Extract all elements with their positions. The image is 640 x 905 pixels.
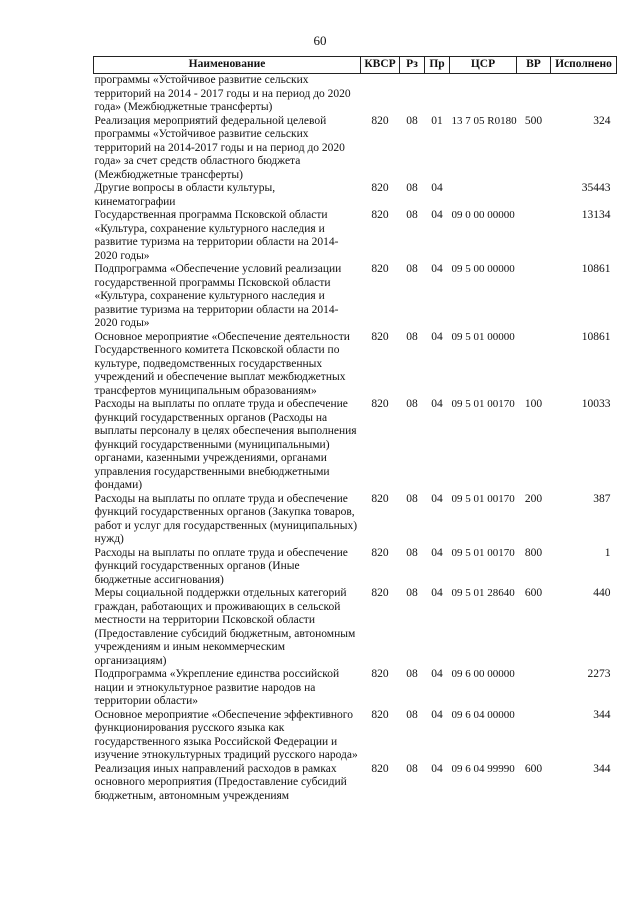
table-row <box>94 493 617 547</box>
cell-pr: 04 <box>431 492 443 505</box>
cell-pr: 04 <box>431 762 443 775</box>
cell-kvsr: 820 <box>371 209 389 221</box>
cell-name: Реализация иных направлений расходов в рамках основного мероприятия (Предоставление субсидий бюджетным, автономным учреждениям <box>94 762 347 802</box>
table-row <box>94 547 617 588</box>
cell-kvsr: 820 <box>371 762 389 775</box>
cell-name: Основное мероприятие «Обеспечение деятельности Государственного комитета Псковской области по культуре, подведомственных государственных учреждений и обеспечение выплат межбюджетных трансфертов муниципальным образованиям» <box>94 330 350 397</box>
cell-pr: 04 <box>431 398 443 410</box>
cell-vr <box>517 331 551 399</box>
cell-ispolneno: 1 <box>604 546 611 559</box>
cell-csr: 09 5 01 00170 <box>451 398 515 410</box>
cell-pr: 04 <box>431 209 443 221</box>
cell-vr: 500 <box>524 114 543 127</box>
table-row <box>94 331 617 399</box>
cell-rz <box>400 74 425 115</box>
cell-rz: 08 <box>406 182 418 194</box>
cell-vr: 600 <box>524 587 543 599</box>
cell-ispolneno: 344 <box>593 708 611 721</box>
cell-kvsr: 820 <box>371 330 389 343</box>
cell-pr: 04 <box>431 330 443 343</box>
cell-rz: 08 <box>406 708 418 721</box>
cell-name: Подпрограмма «Обеспечение условий реализации государственной программы Псковской области «Культура, сохранение культурного наследия и развитие туризма на территории области на 2014-2020 годы» <box>94 263 342 329</box>
cell-pr: 04 <box>431 182 443 194</box>
budget-table <box>93 56 617 803</box>
cell-vr <box>517 74 551 115</box>
cell-ispolneno: 387 <box>593 492 611 505</box>
cell-kvsr: 820 <box>371 398 389 410</box>
cell-kvsr: 820 <box>371 114 389 127</box>
page-number: 60 <box>313 33 327 48</box>
cell-pr: 01 <box>431 114 443 127</box>
cell-rz: 08 <box>406 263 418 275</box>
header-pr: Пр <box>425 57 450 74</box>
cell-vr: 600 <box>524 762 543 775</box>
table-row <box>94 74 617 115</box>
cell-csr: 09 5 01 00170 <box>451 492 515 505</box>
cell-ispolneno: 10033 <box>581 398 611 410</box>
table-row <box>94 115 617 183</box>
cell-ispolneno: 440 <box>593 587 611 599</box>
cell-kvsr: 820 <box>371 668 389 680</box>
cell-csr: 09 5 01 28640 <box>451 587 515 599</box>
header-rz: Рз <box>400 57 425 74</box>
cell-name: Расходы на выплаты по оплате труда и обеспечение функций государственных органов (Иные бюджетные ассигнования) <box>94 546 348 586</box>
cell-kvsr: 820 <box>371 492 389 505</box>
cell-rz: 08 <box>406 114 418 127</box>
header-vr: ВР <box>517 57 551 74</box>
cell-name: Подпрограмма «Укрепление единства российской нации и этнокультурное развитие народов на территории области» <box>94 668 340 707</box>
cell-name: Государственная программа Псковской области «Культура, сохранение культурного наследия и развитие туризма на территории области на 2014-2020 годы» <box>94 209 339 262</box>
cell-vr: 100 <box>524 398 543 410</box>
cell-name: программы «Устойчивое развитие сельских территорий на 2014 - 2017 годы и на период до 2020 года» (Межбюджетные трансферты) <box>94 74 351 113</box>
cell-rz: 08 <box>406 209 418 221</box>
cell-vr <box>517 263 551 331</box>
table-row <box>94 668 617 709</box>
cell-ispolneno: 2273 <box>587 668 611 680</box>
cell-ispolneno <box>551 74 617 115</box>
cell-rz: 08 <box>406 492 418 505</box>
table-row <box>94 398 617 493</box>
table-body <box>94 74 617 804</box>
cell-csr <box>450 74 517 115</box>
cell-ispolneno: 10861 <box>581 263 611 275</box>
cell-name: Расходы на выплаты по оплате труда и обеспечение функций государственных органов (Закупка товаров, работ и услуг для государственных (муниципальных) нужд) <box>94 492 358 545</box>
cell-vr <box>517 209 551 263</box>
cell-ispolneno: 344 <box>593 762 611 775</box>
cell-csr: 09 6 04 99990 <box>451 762 515 775</box>
cell-rz: 08 <box>406 546 418 559</box>
cell-pr: 04 <box>431 668 443 680</box>
cell-csr: 09 5 01 00170 <box>451 546 515 559</box>
cell-rz: 08 <box>406 398 418 410</box>
cell-name: Другие вопросы в области культуры, кинематографии <box>94 182 276 208</box>
header-ispolneno: Исполнено <box>551 57 617 74</box>
cell-rz: 08 <box>406 587 418 599</box>
cell-vr <box>517 182 551 209</box>
cell-csr <box>450 182 517 209</box>
table-row <box>94 763 617 804</box>
cell-vr <box>517 668 551 709</box>
table-row <box>94 263 617 331</box>
table-row <box>94 209 617 263</box>
cell-pr: 04 <box>431 263 443 275</box>
table-row <box>94 709 617 763</box>
header-name: Наименование <box>94 57 361 74</box>
cell-name: Основное мероприятие «Обеспечение эффективного функционирования русского языка как государственного языка Российской Федерации и изучение этнокультурных традиций русского народа» <box>94 708 358 761</box>
cell-name: Расходы на выплаты по оплате труда и обеспечение функций государственных органов (Расходы на выплаты персоналу в целях обеспечения выполнения функций государственными (муниципальными) органами, казенными учреждениями, органами управления государственными внебюджетными фондами) <box>94 398 357 491</box>
cell-vr: 800 <box>524 546 543 559</box>
cell-vr: 200 <box>524 492 543 505</box>
cell-kvsr <box>361 74 400 115</box>
table-header <box>94 57 617 74</box>
table-row <box>94 587 617 668</box>
cell-rz: 08 <box>406 668 418 680</box>
cell-csr: 09 0 00 00000 <box>451 209 515 221</box>
cell-vr <box>517 709 551 763</box>
cell-pr: 04 <box>431 587 443 599</box>
cell-kvsr: 820 <box>371 263 389 275</box>
cell-pr: 04 <box>431 708 443 721</box>
header-kvsr: КВСР <box>361 57 400 74</box>
cell-csr: 13 7 05 R0180 <box>451 114 517 127</box>
cell-ispolneno: 13134 <box>581 209 611 221</box>
cell-csr: 09 6 04 00000 <box>451 708 515 721</box>
cell-csr: 09 6 00 00000 <box>451 668 515 680</box>
cell-csr: 09 5 00 00000 <box>451 263 515 275</box>
cell-ispolneno: 324 <box>593 114 611 127</box>
cell-kvsr: 820 <box>371 587 389 599</box>
cell-rz: 08 <box>406 762 418 775</box>
cell-kvsr: 820 <box>371 546 389 559</box>
cell-rz: 08 <box>406 330 418 343</box>
cell-kvsr: 820 <box>371 182 389 194</box>
header-csr: ЦСР <box>450 57 517 74</box>
table-row <box>94 182 617 209</box>
cell-pr <box>425 74 450 115</box>
cell-kvsr: 820 <box>371 708 389 721</box>
cell-name: Меры социальной поддержки отдельных категорий граждан, работающих и проживающих в сельской местности на территории Псковской области (Предоставление субсидий бюджетным, автономным учреждениям и иным некоммерческим организациям) <box>94 587 356 667</box>
cell-csr: 09 5 01 00000 <box>451 330 515 343</box>
cell-name: Реализация мероприятий федеральной целевой программы «Устойчивое развитие сельских территорий на 2014-2017 годы и на период до 2020 года» за счет средств областного бюджета (Межбюджетные трансферты) <box>94 114 345 181</box>
cell-ispolneno: 35443 <box>581 182 611 194</box>
cell-pr: 04 <box>431 546 443 559</box>
cell-ispolneno: 10861 <box>581 330 611 343</box>
